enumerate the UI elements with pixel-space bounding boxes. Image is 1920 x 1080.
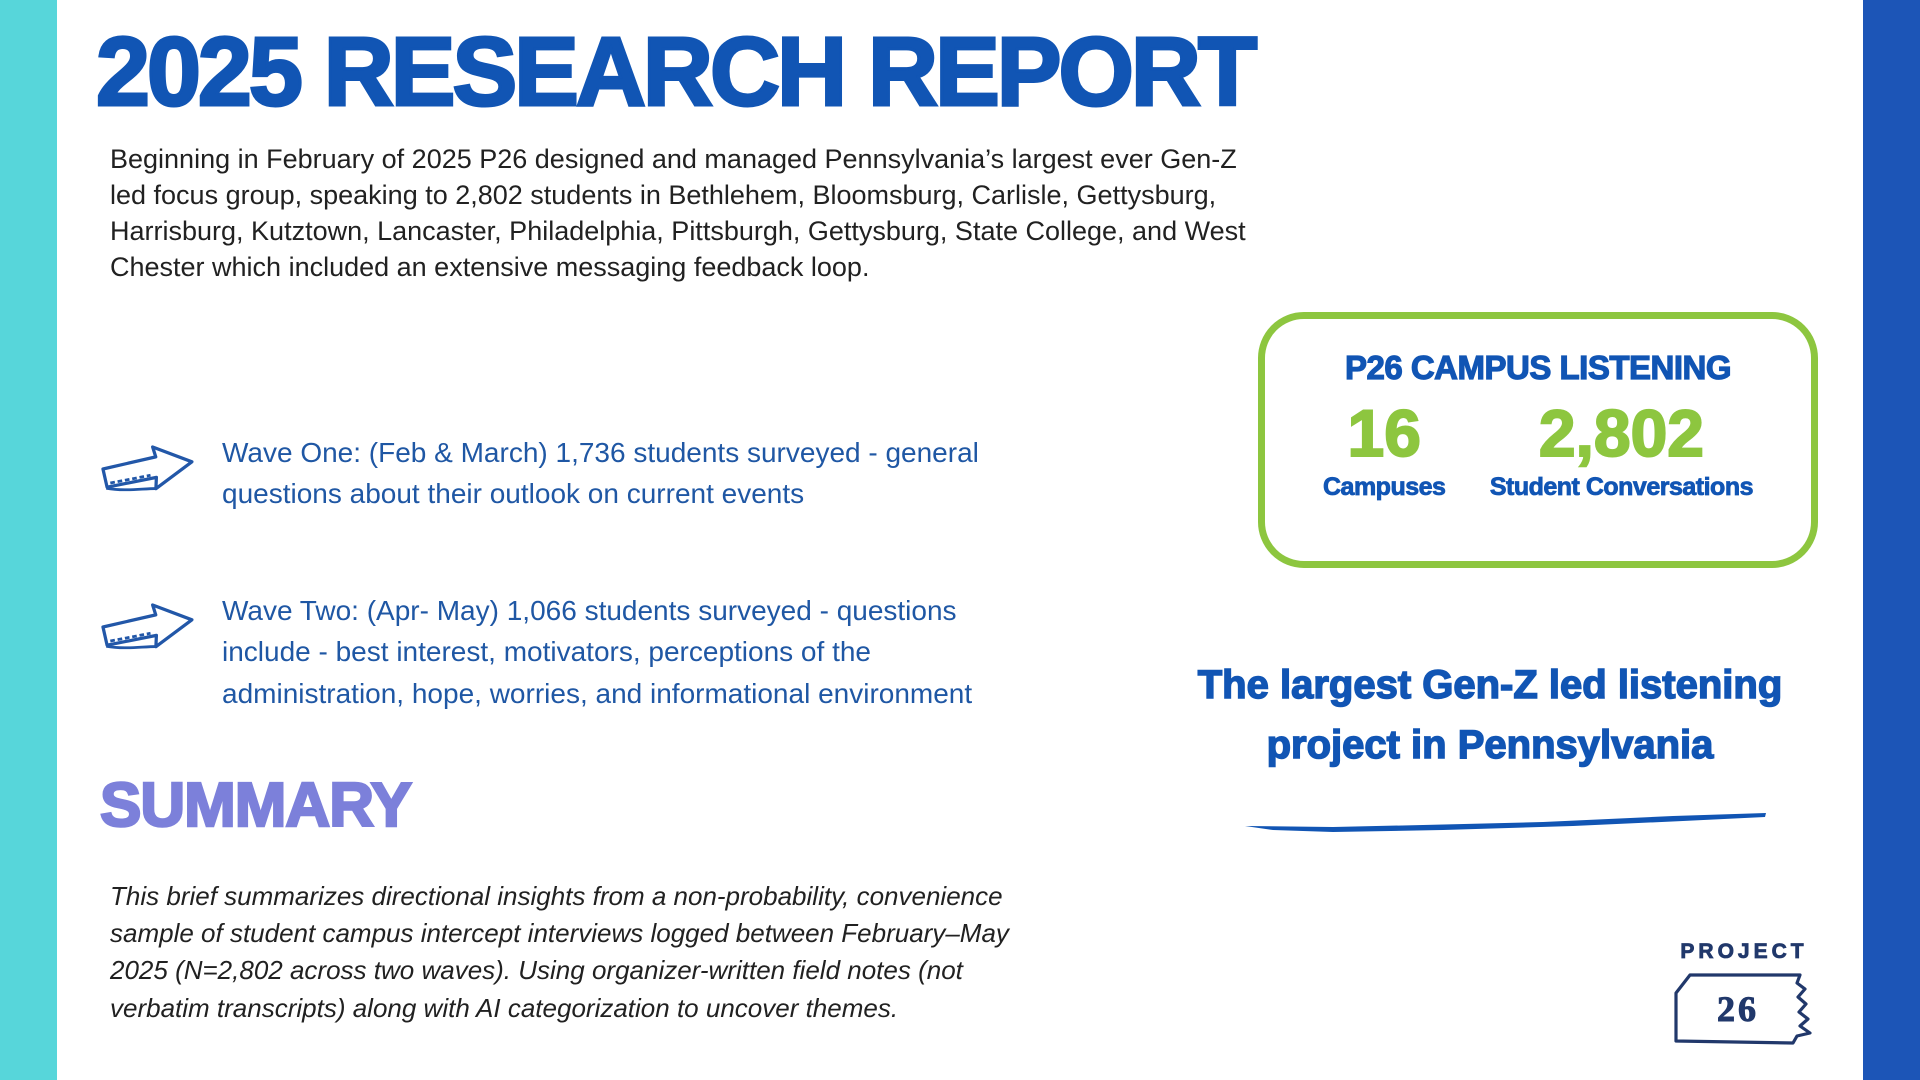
stat-campuses-label: Campuses xyxy=(1323,473,1446,501)
wave-two-text: Wave Two: (Apr- May) 1,066 students surveyed - questions include - best interest, motivators, perceptions of the administration, hope, worries, and informational environment xyxy=(222,595,973,709)
stat-conversations xyxy=(1490,395,1753,502)
summary-heading: SUMMARY xyxy=(100,771,412,840)
stats-row xyxy=(1265,395,1811,502)
brush-underline xyxy=(1243,810,1768,836)
stat-campuses xyxy=(1323,395,1445,502)
wave-one-text: Wave One: (Feb & March) 1,736 students surveyed - general questions about their outlook on current events xyxy=(222,437,979,510)
wave-one-item xyxy=(96,432,1052,515)
summary-paragraph: This brief summarizes directional insights from a non-probability, convenience sample of student campus intercept interviews logged between February–May 2025 (N=2,802 across two waves). Using organizer-written field notes (not verbatim transcripts) along with AI categorization to uncover themes. xyxy=(110,881,1009,1023)
logo-number-text: 26 xyxy=(1717,989,1759,1029)
card-title: P26 CAMPUS LISTENING xyxy=(1344,349,1732,386)
stat-conversations-value: 2,802 xyxy=(1538,396,1704,470)
stat-conversations-label: Student Conversations xyxy=(1489,473,1753,501)
pennsylvania-outline-icon xyxy=(1664,966,1824,1048)
wave-two-item xyxy=(96,590,1052,714)
sketch-arrow-icon xyxy=(93,434,204,506)
campus-listening-card xyxy=(1258,312,1818,568)
page-title: 2025 RESEARCH REPORT xyxy=(96,17,1255,126)
left-accent-strip xyxy=(0,0,57,1080)
stat-campuses-value: 16 xyxy=(1347,396,1421,470)
logo-wordmark: PROJECT xyxy=(1680,940,1808,963)
right-accent-strip xyxy=(1863,0,1920,1080)
sketch-arrow-icon xyxy=(93,592,204,664)
intro-paragraph: Beginning in February of 2025 P26 designed and managed Pennsylvania’s largest ever Gen-Z led focus group, speaking to 2,802 students in Bethlehem, Bloomsburg, Carlisle, Gettysburg, Harrisburg, Kutztown, Lancaster, Philadelphia, Pittsburgh, Gettysburg, State College, and West Chester which included an extensive messaging feedback loop. xyxy=(110,144,1246,282)
project-26-logo xyxy=(1662,940,1826,1053)
tagline-line-1: The largest Gen-Z led listening xyxy=(1197,663,1783,707)
tagline xyxy=(1180,655,1800,775)
tagline-line-2: project in Pennsylvania xyxy=(1266,723,1714,767)
